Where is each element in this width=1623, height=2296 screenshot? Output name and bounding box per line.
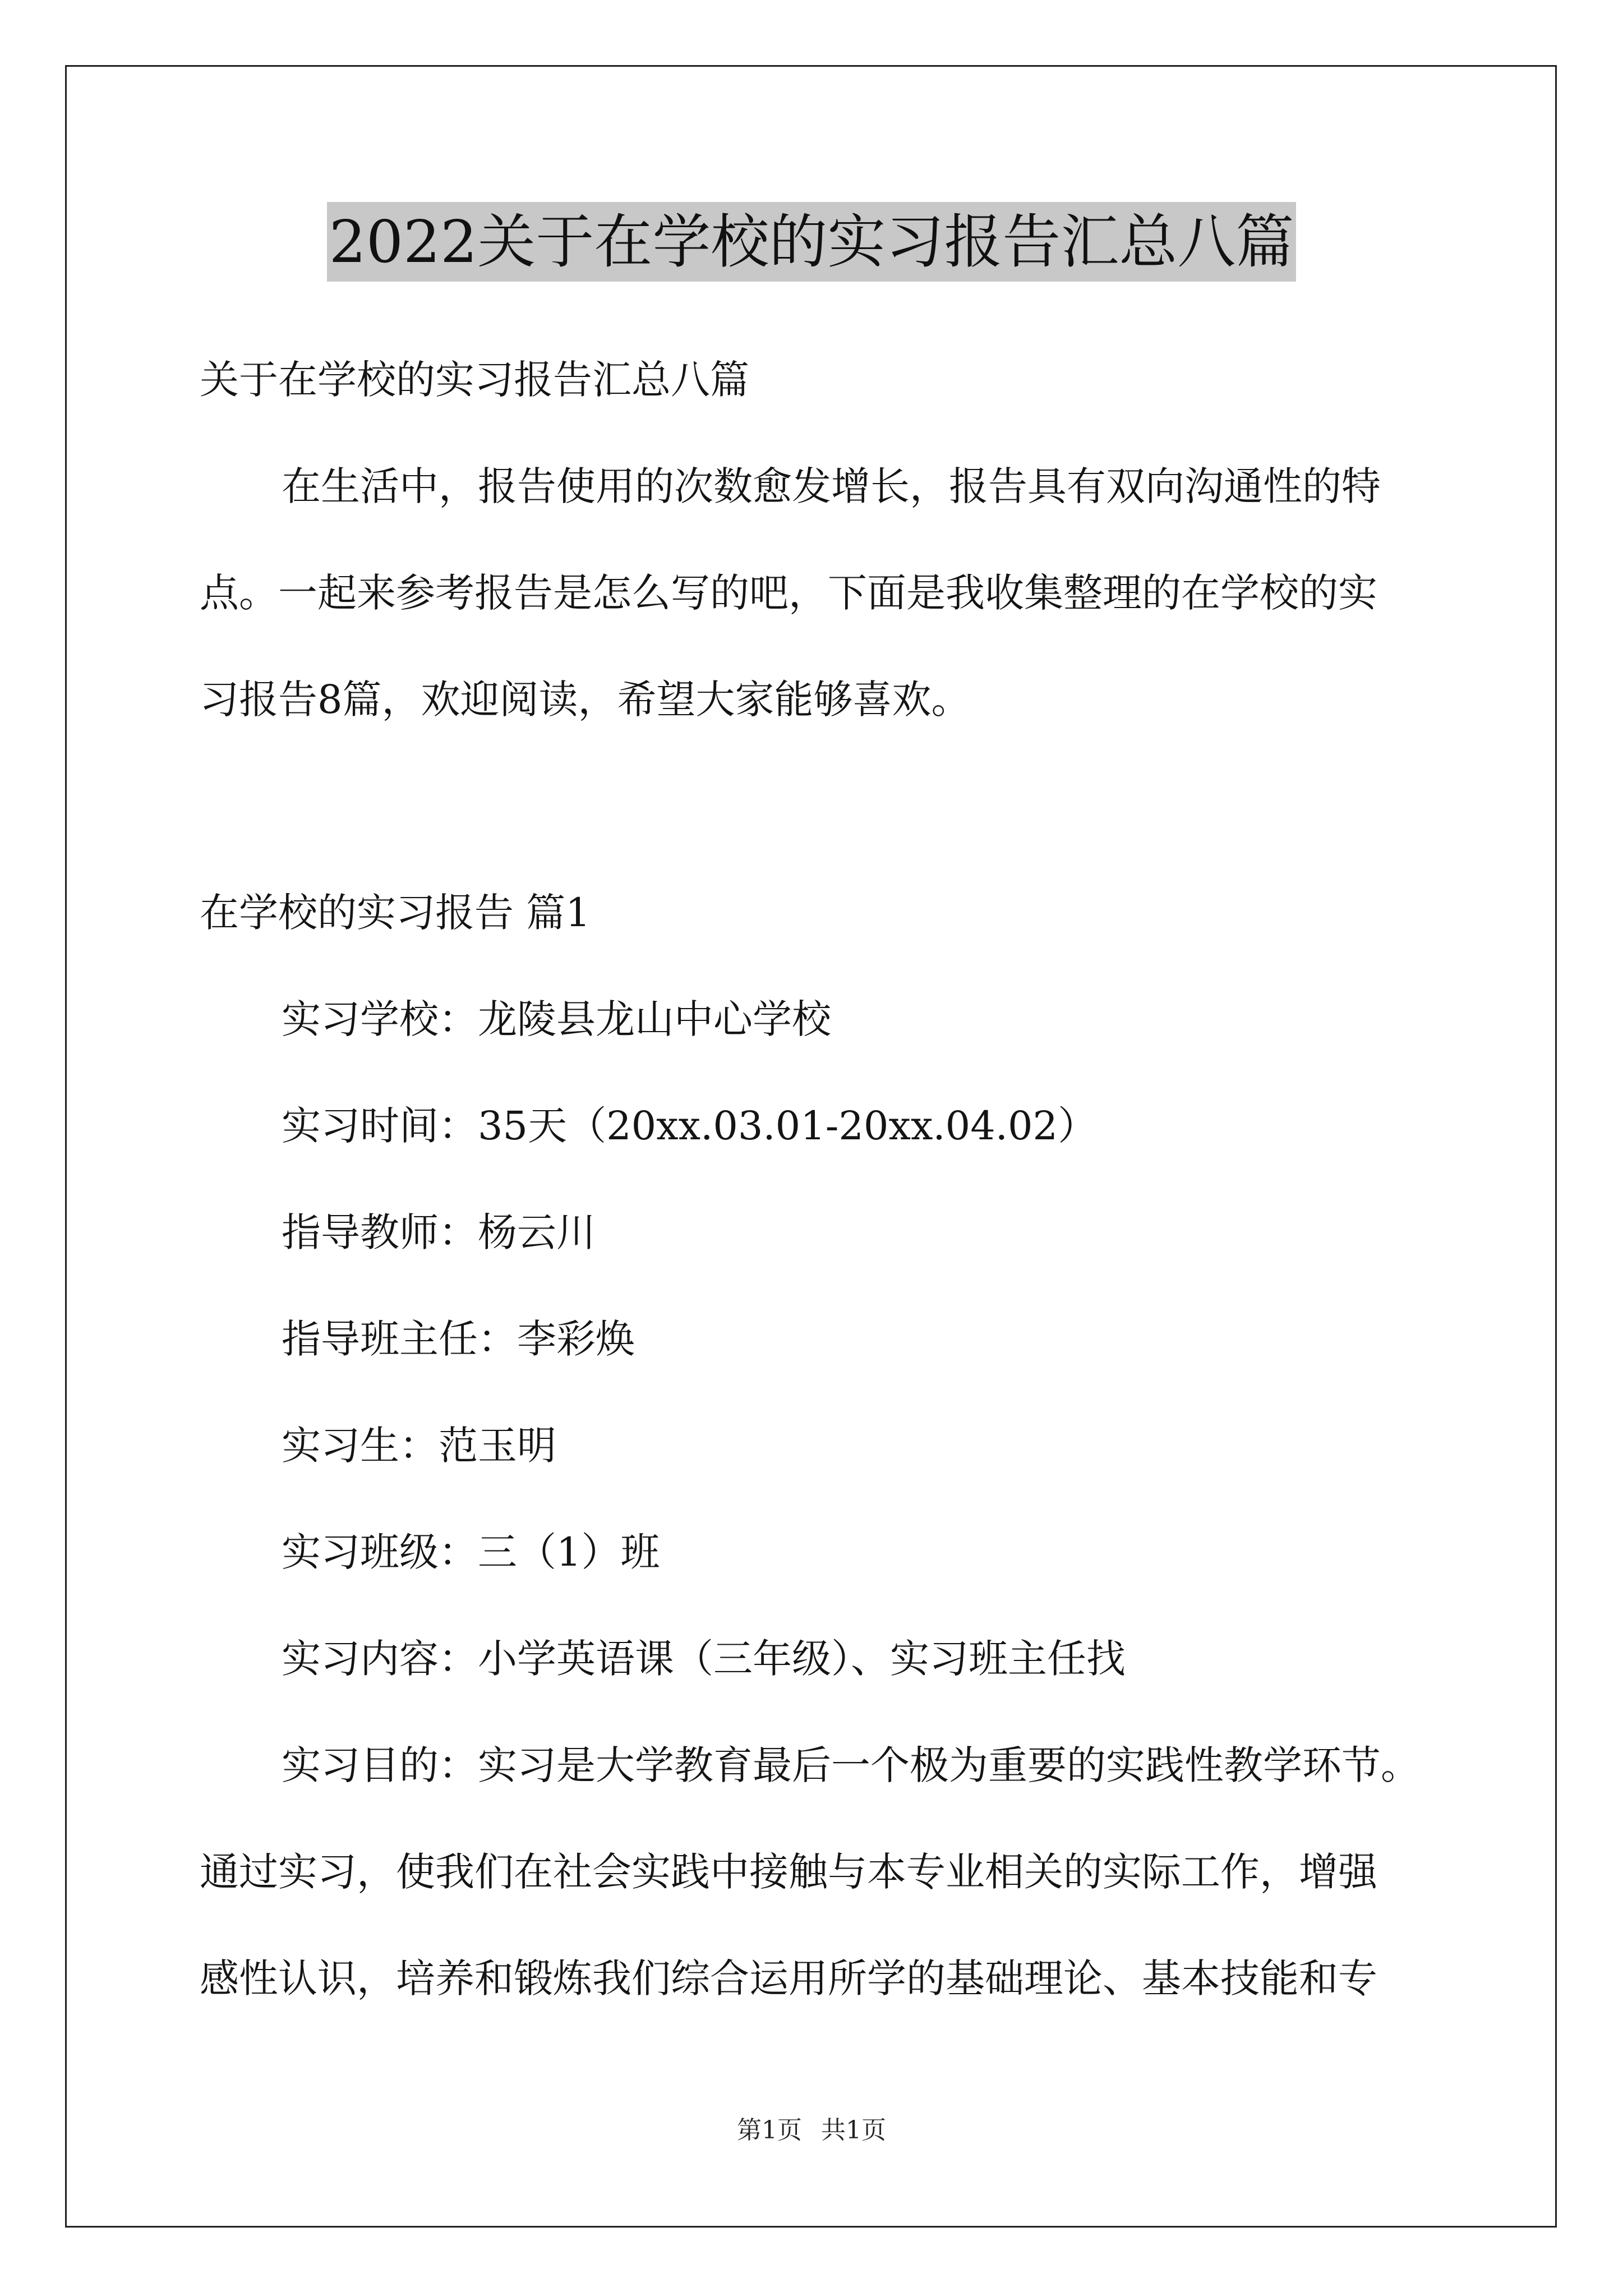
body-line: 在生活中，报告使用的次数愈发增长，报告具有双向沟通性的特 [282, 463, 1381, 509]
subtitle-line: 关于在学校的实习报告汇总八篇 [200, 357, 749, 403]
info-line-content: 实习内容：小学英语课（三年级）、实习班主任找 [282, 1636, 1126, 1682]
info-line-school: 实习学校：龙陵县龙山中心学校 [282, 996, 831, 1042]
info-line-teacher: 指导教师：杨云川 [282, 1209, 596, 1255]
page-footer [0, 2115, 1623, 2146]
page-number: 第1页 [737, 2116, 802, 2145]
document-title: 2022关于在学校的实习报告汇总八篇 [327, 202, 1297, 282]
page-total: 共1页 [821, 2116, 886, 2145]
info-line-head-teacher: 指导班主任：李彩焕 [282, 1316, 635, 1362]
info-line-time: 实习时间：35天（20xx.03.01-20xx.04.02） [282, 1103, 1098, 1149]
body-line: 实习目的：实习是大学教育最后一个极为重要的实践性教学环节。 [282, 1742, 1420, 1788]
body-line: 点。一起来参考报告是怎么写的吧，下面是我收集整理的在学校的实 [200, 570, 1377, 616]
title-container [0, 202, 1623, 282]
body-line: 感性认识，培养和锻炼我们综合运用所学的基础理论、基本技能和专 [200, 1955, 1377, 2001]
info-line-student: 实习生：范玉明 [282, 1423, 556, 1469]
body-line: 通过实习，使我们在社会实践中接触与本专业相关的实际工作，增强 [200, 1849, 1377, 1895]
body-line: 习报告8篇，欢迎阅读，希望大家能够喜欢。 [200, 677, 971, 723]
info-line-class: 实习班级：三（1）班 [282, 1529, 660, 1575]
section-heading: 在学校的实习报告 篇1 [200, 890, 591, 936]
